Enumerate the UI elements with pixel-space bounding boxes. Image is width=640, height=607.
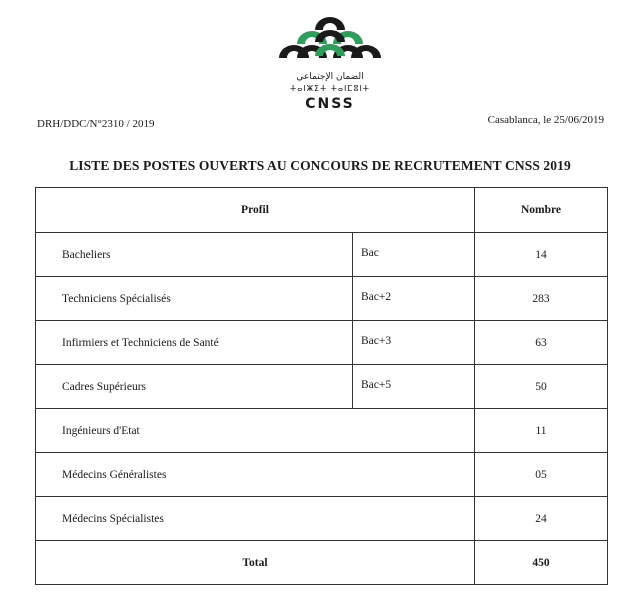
header-profil: Profil <box>36 188 475 233</box>
profil-cell: Ingénieurs d'Etat <box>36 409 475 453</box>
table-row <box>36 277 608 321</box>
total-label: Total <box>36 541 475 585</box>
cnss-emblem-icon <box>275 12 385 72</box>
table-row <box>36 497 608 541</box>
header-nombre: Nombre <box>475 188 608 233</box>
profil-cell: Techniciens Spécialisés <box>36 277 353 321</box>
nombre-cell: 14 <box>475 233 608 277</box>
nombre-cell: 05 <box>475 453 608 497</box>
positions-table <box>35 187 608 585</box>
document-reference: DRH/DDC/N°2310 / 2019 <box>37 118 155 130</box>
table-header-row <box>36 188 608 233</box>
profil-cell: Bacheliers <box>36 233 353 277</box>
nombre-cell: 63 <box>475 321 608 365</box>
place-and-date: Casablanca, le 25/06/2019 <box>487 114 604 126</box>
profil-cell: Cadres Supérieurs <box>36 365 353 409</box>
cnss-logo <box>275 12 385 114</box>
table-row <box>36 453 608 497</box>
logo-cnss-text: CNSS <box>305 96 355 112</box>
table-row <box>36 409 608 453</box>
profil-cell: Médecins Spécialistes <box>36 497 475 541</box>
profil-cell: Médecins Généralistes <box>36 453 475 497</box>
nombre-cell: 11 <box>475 409 608 453</box>
profil-cell: Infirmiers et Techniciens de Santé <box>36 321 353 365</box>
logo-tifinagh-text: ⵜⴰⵏⵥⵉⵜ ⵜⴰⵏⵎⵓⵏⵜ <box>290 84 370 93</box>
total-value: 450 <box>475 541 608 585</box>
document-title: LISTE DES POSTES OUVERTS AU CONCOURS DE RECRUTEMENT CNSS 2019 <box>69 158 571 173</box>
niveau-cell: Bac+5 <box>353 365 475 409</box>
niveau-cell: Bac <box>353 233 475 277</box>
table-total-row <box>36 541 608 585</box>
table-row <box>36 321 608 365</box>
niveau-cell: Bac+3 <box>353 321 475 365</box>
table-row <box>36 365 608 409</box>
nombre-cell: 283 <box>475 277 608 321</box>
nombre-cell: 50 <box>475 365 608 409</box>
logo-arabic-text: الضمان الإجتماعي <box>296 72 364 82</box>
nombre-cell: 24 <box>475 497 608 541</box>
table-row <box>36 233 608 277</box>
niveau-cell: Bac+2 <box>353 277 475 321</box>
